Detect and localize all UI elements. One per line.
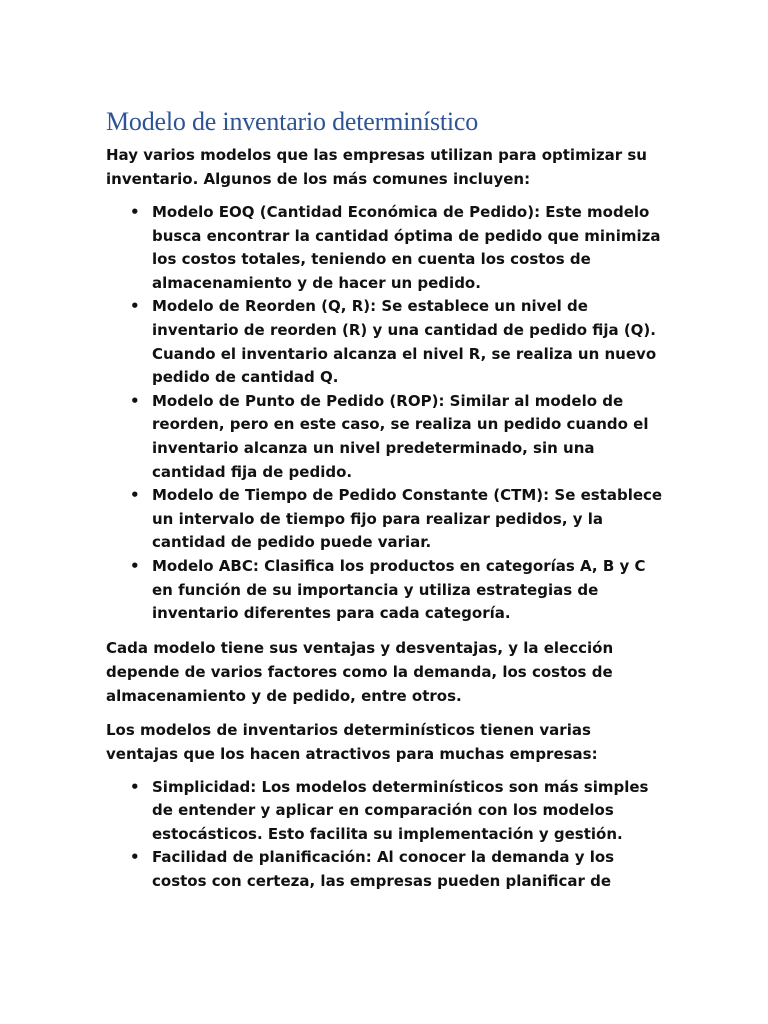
bullet-icon: • — [130, 486, 140, 505]
bullet-icon: • — [130, 297, 140, 316]
list-item — [106, 295, 666, 389]
list-item-text: Modelo ABC: Clasifica los productos en categorías A, B y C en función de su importancia y utiliza estrategias de inventario diferentes para cada categoría. — [152, 556, 646, 623]
document-title: Modelo de inventario determinístico — [106, 107, 479, 136]
document-page — [106, 104, 666, 894]
intro-paragraph: Hay varios modelos que las empresas utilizan para optimizar su inventario. Algunos de los más comunes incluyen: — [106, 146, 647, 188]
advantages-list — [106, 776, 666, 894]
models-list — [106, 201, 666, 626]
list-item — [106, 390, 666, 484]
list-item — [106, 846, 666, 893]
list-item — [106, 555, 666, 626]
bullet-icon: • — [130, 777, 140, 796]
list-item-text: Modelo de Reorden (Q, R): Se establece un nivel de inventario de reorden (R) y una cantidad de pedido fija (Q). Cuando el inventario alcanza el nivel R, se realiza un nuevo pedido de cantidad Q. — [152, 297, 657, 387]
bullet-icon: • — [130, 848, 140, 867]
list-item — [106, 484, 666, 555]
bullet-icon: • — [130, 391, 140, 410]
list-item-text: Modelo de Tiempo de Pedido Constante (CTM): Se establece un intervalo de tiempo fijo para realizar pedidos, y la cantidad de pedido puede variar. — [152, 486, 663, 552]
bullet-icon: • — [130, 556, 140, 575]
list-item — [106, 776, 666, 847]
list-item-text: Simplicidad: Los modelos determinísticos son más simples de entender y aplicar en comparación con los modelos estocásticos. Esto facilita su implementación y gestión. — [152, 777, 649, 843]
paragraph-tradeoffs: Cada modelo tiene sus ventajas y desventajas, y la elección depende de varios factores como la demanda, los costos de almacenamiento y de pedido, entre otros. — [106, 638, 614, 705]
list-item-text: Modelo EOQ (Cantidad Económica de Pedido): Este modelo busca encontrar la cantidad óptima de pedido que minimiza los costos totales, teniendo en cuenta los costos de almacenamiento y de hacer un pedido. — [152, 203, 661, 292]
bullet-icon: • — [130, 203, 140, 221]
paragraph-advantages-intro: Los modelos de inventarios determinísticos tienen varias ventajas que los hacen atractivos para muchas empresas: — [106, 720, 598, 763]
list-item-text: Modelo de Punto de Pedido (ROP): Similar al modelo de reorden, pero en este caso, se realiza un pedido cuando el inventario alcanza un nivel predeterminado, sin una cantidad fija de pedido. — [152, 391, 649, 481]
list-item-text: Facilidad de planificación: Al conocer la demanda y los costos con certeza, las empresas pueden planificar de — [152, 848, 615, 891]
list-item — [106, 201, 666, 295]
